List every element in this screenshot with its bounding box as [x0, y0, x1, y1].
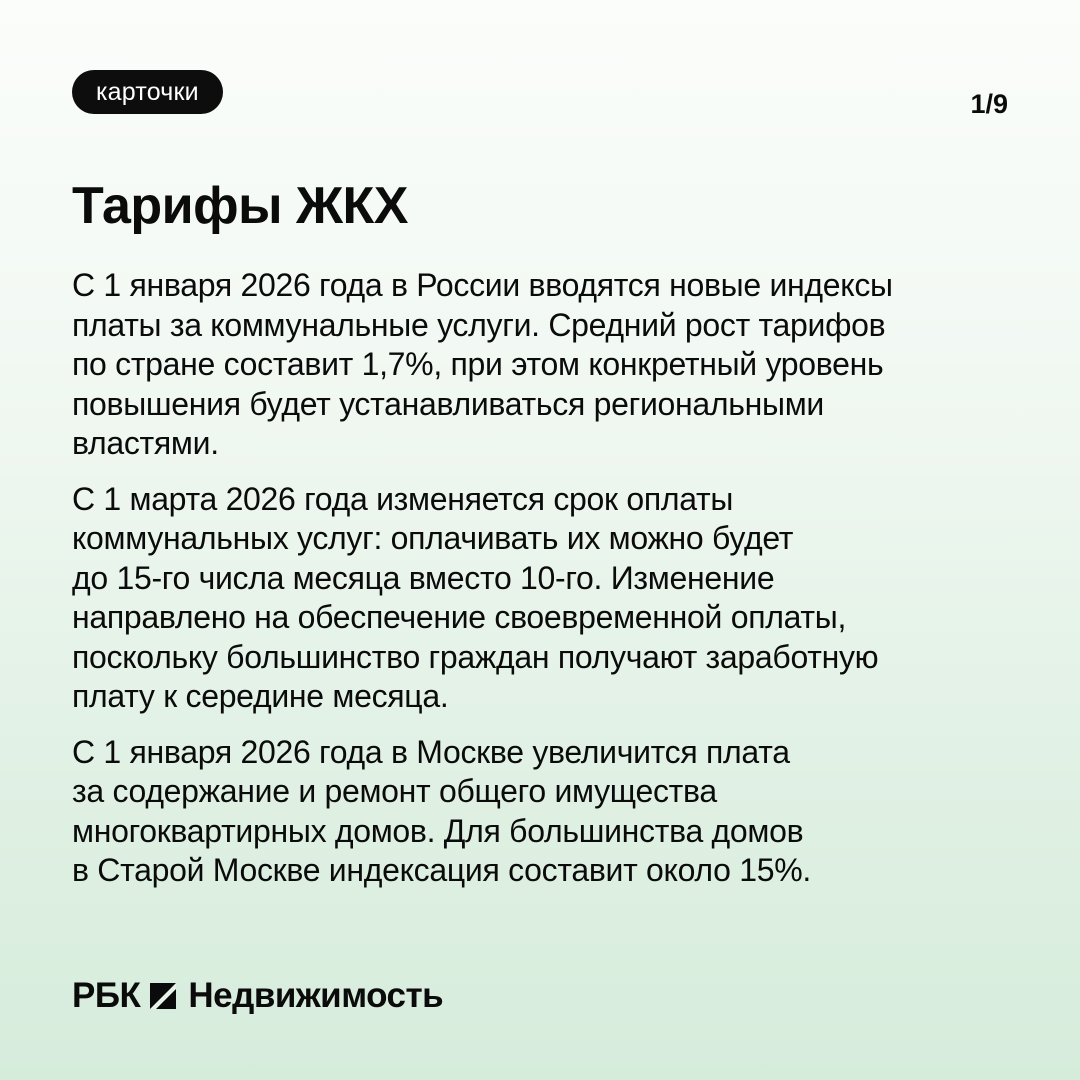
brand-name-rbc: РБК — [72, 976, 141, 1015]
paragraph-line: платы за коммунальные услуги. Средний рост тарифов — [72, 306, 886, 343]
paragraph-line: в Старой Москве индексация составит около 15%. — [72, 852, 811, 888]
paragraph-line: до 15-го числа месяца вместо 10-го. Изменение — [72, 559, 775, 596]
paragraph-line: направлено на обеспечение своевременной оплаты, — [72, 599, 847, 635]
paragraph-line: коммунальных услуг: оплачивать их можно будет — [72, 520, 794, 556]
paragraph-2 — [72, 480, 1012, 717]
paragraph-line: С 1 марта 2026 года изменяется срок оплаты — [72, 480, 734, 517]
paragraph-line: плату к середине месяца. — [72, 678, 449, 714]
card-body — [72, 266, 1012, 907]
paragraph-line: поскольку большинство граждан получают заработную — [72, 638, 879, 675]
paragraph-1 — [72, 266, 1012, 464]
paragraph-line: многоквартирных домов. Для большинства домов — [72, 812, 804, 849]
paragraph-line: по стране составит 1,7%, при этом конкретный уровень — [72, 346, 884, 382]
paragraph-line: повышения будет устанавливаться региональными — [72, 385, 824, 422]
category-tag[interactable]: карточки — [72, 70, 223, 114]
paragraph-line: властями. — [72, 425, 219, 461]
rbc-slash-mark-icon — [150, 983, 176, 1009]
paragraph-3 — [72, 733, 1012, 891]
page-counter: 1/9 — [970, 89, 1008, 119]
card-title: Тарифы ЖКХ — [72, 177, 408, 235]
paragraph-line: С 1 января 2026 года в Москве увеличится плата — [72, 733, 790, 770]
paragraph-line: за содержание и ремонт общего имущества — [72, 773, 717, 809]
brand-name-section: Недвижимость — [188, 976, 444, 1015]
brand-logo[interactable] — [72, 976, 443, 1016]
paragraph-line: С 1 января 2026 года в России вводятся новые индексы — [72, 267, 893, 303]
